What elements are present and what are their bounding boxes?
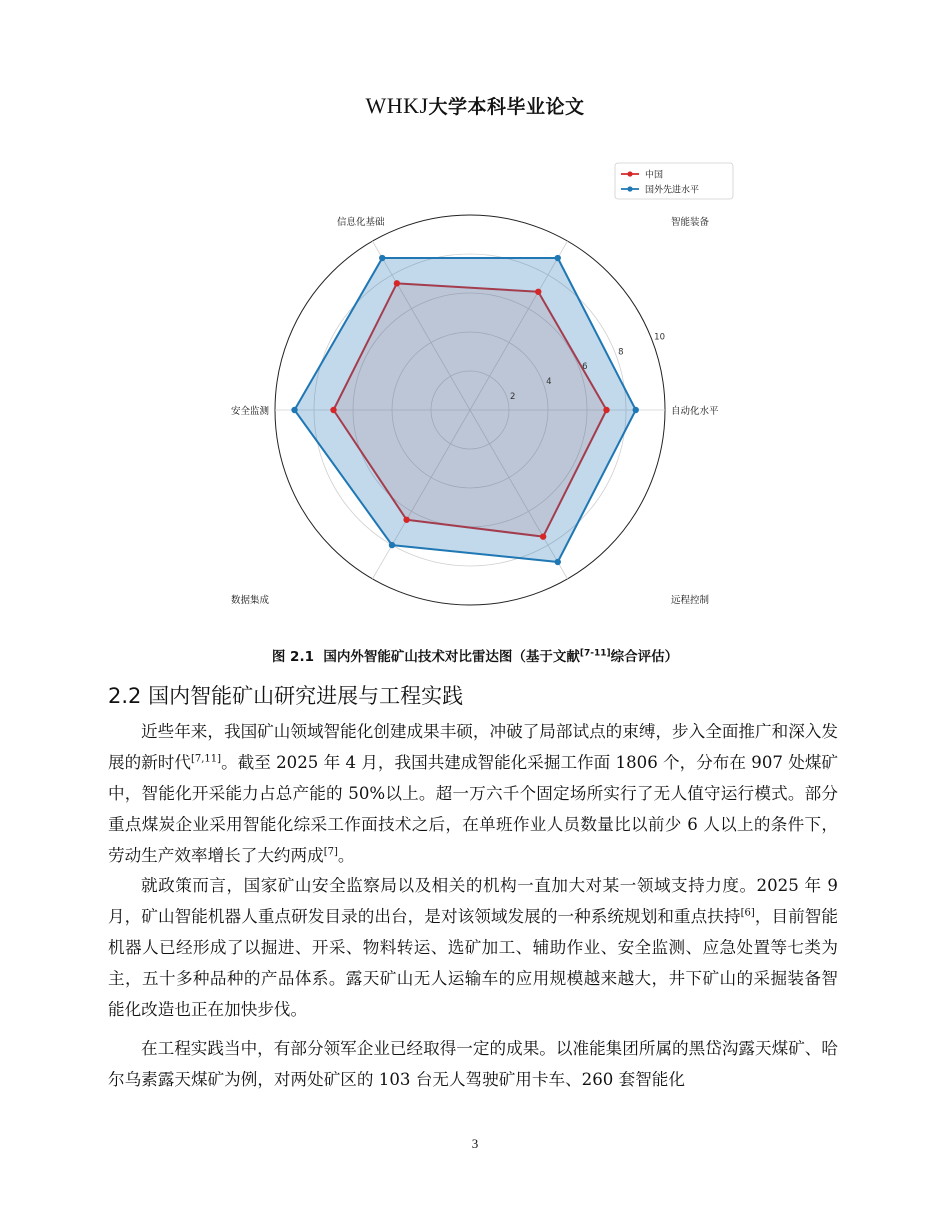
series-point [389, 542, 395, 548]
series-point [540, 533, 546, 539]
series-point [394, 280, 400, 286]
axis-label: 自动化水平 [671, 406, 719, 417]
radial-tick-label: 6 [582, 362, 588, 373]
section-heading [108, 680, 463, 710]
series-point [555, 559, 561, 565]
caption-tail: 综合评估） [610, 649, 679, 665]
paragraph-3 [108, 1033, 838, 1095]
series-point [603, 407, 609, 413]
p2-citation-1: [6] [740, 907, 755, 919]
caption-label: 图 2.1 [271, 649, 314, 665]
series-point [291, 407, 297, 413]
radial-tick-label: 2 [510, 392, 516, 403]
p1-citation-1: [7,11] [190, 753, 222, 765]
radial-tick-label: 8 [618, 347, 624, 358]
p3-text-a: 在工程实践当中，有部分领军企业已经取得一定的成果。以准能集团所属的黑岱沟露天煤矿、哈尔乌素露天煤矿为例，对两处矿区的 103 台无人驾驶矿用卡车、260 套智能化 [108, 1039, 838, 1089]
axis-label: 安全监测 [230, 406, 269, 417]
header-title: 大学本科毕业论文 [428, 96, 585, 118]
radar-series-layer [291, 255, 639, 565]
radial-tick-label: 10 [654, 332, 665, 343]
p1-text-b: 。截至 2025 年 4 月，我国共建成智能化采掘工作面 1806 个，分布在 907 处煤矿中，智能化开采能力占总产能的 50%以上。超一万六千个固定场所实行了无人值守运行模式。部分重点煤炭企业采用智能化综采工作面技术之后，在单班作业人员数量比以前少 6 人以上的条件下，劳动生产效率增长了大约两成 [108, 753, 839, 865]
p1-citation-2: [7] [323, 846, 338, 858]
section-title: 国内智能矿山研究进展与工程实践 [148, 684, 464, 708]
series-point [379, 255, 385, 261]
series-point [403, 517, 409, 523]
p2-text-b: ，目前智能机器人已经形成了以掘进、开采、物料转运、选矿加工、辅助作业、安全监测、应急处置等七类为主，五十多种品种的产品体系。露天矿山无人运输车的应用规模越来越大，井下矿山的采掘装备智能化改造也正在加快步伐。 [108, 907, 839, 1019]
axis-label: 数据集成 [230, 595, 269, 607]
axis-label: 信息化基础 [337, 216, 385, 228]
paragraph-2 [108, 870, 838, 1025]
axis-label: 智能装备 [671, 216, 710, 228]
figure-caption [0, 645, 950, 665]
radial-tick-label: 4 [546, 377, 552, 388]
paragraph-1 [108, 716, 838, 871]
axis-label: 远程控制 [671, 595, 710, 607]
radar-chart [210, 155, 740, 635]
header-latin: WHKJ [365, 93, 429, 118]
legend-swatch-marker [627, 186, 632, 191]
legend-entry: 国外先进水平 [645, 185, 700, 196]
series-point [330, 407, 336, 413]
caption-text: 国内外智能矿山技术对比雷达图（基于文献 [323, 649, 580, 665]
p1-text-c: 。 [337, 846, 355, 865]
series-point [633, 407, 639, 413]
p2-text-a: 就政策而言，国家矿山安全监察局以及相关的机构一直加大对某一领域支持力度。2025 年 9 月，矿山智能机器人重点研发目录的出台，是对该领域发展的一种系统规划和重点扶持 [108, 876, 838, 926]
caption-ref: [7-11] [579, 648, 611, 659]
legend-swatch-marker [627, 171, 632, 176]
p1-text-a: 近些年来，我国矿山领域智能化创建成果丰硕，冲破了局部试点的束缚，步入全面推广和深入发展的新时代 [108, 722, 838, 772]
page-number: 3 [471, 1136, 479, 1151]
series-point [555, 255, 561, 261]
series-point [535, 289, 541, 295]
chart-legend [615, 163, 733, 199]
section-number: 2.2 [108, 684, 142, 708]
legend-entry: 中国 [645, 170, 664, 181]
page-header [0, 92, 950, 119]
